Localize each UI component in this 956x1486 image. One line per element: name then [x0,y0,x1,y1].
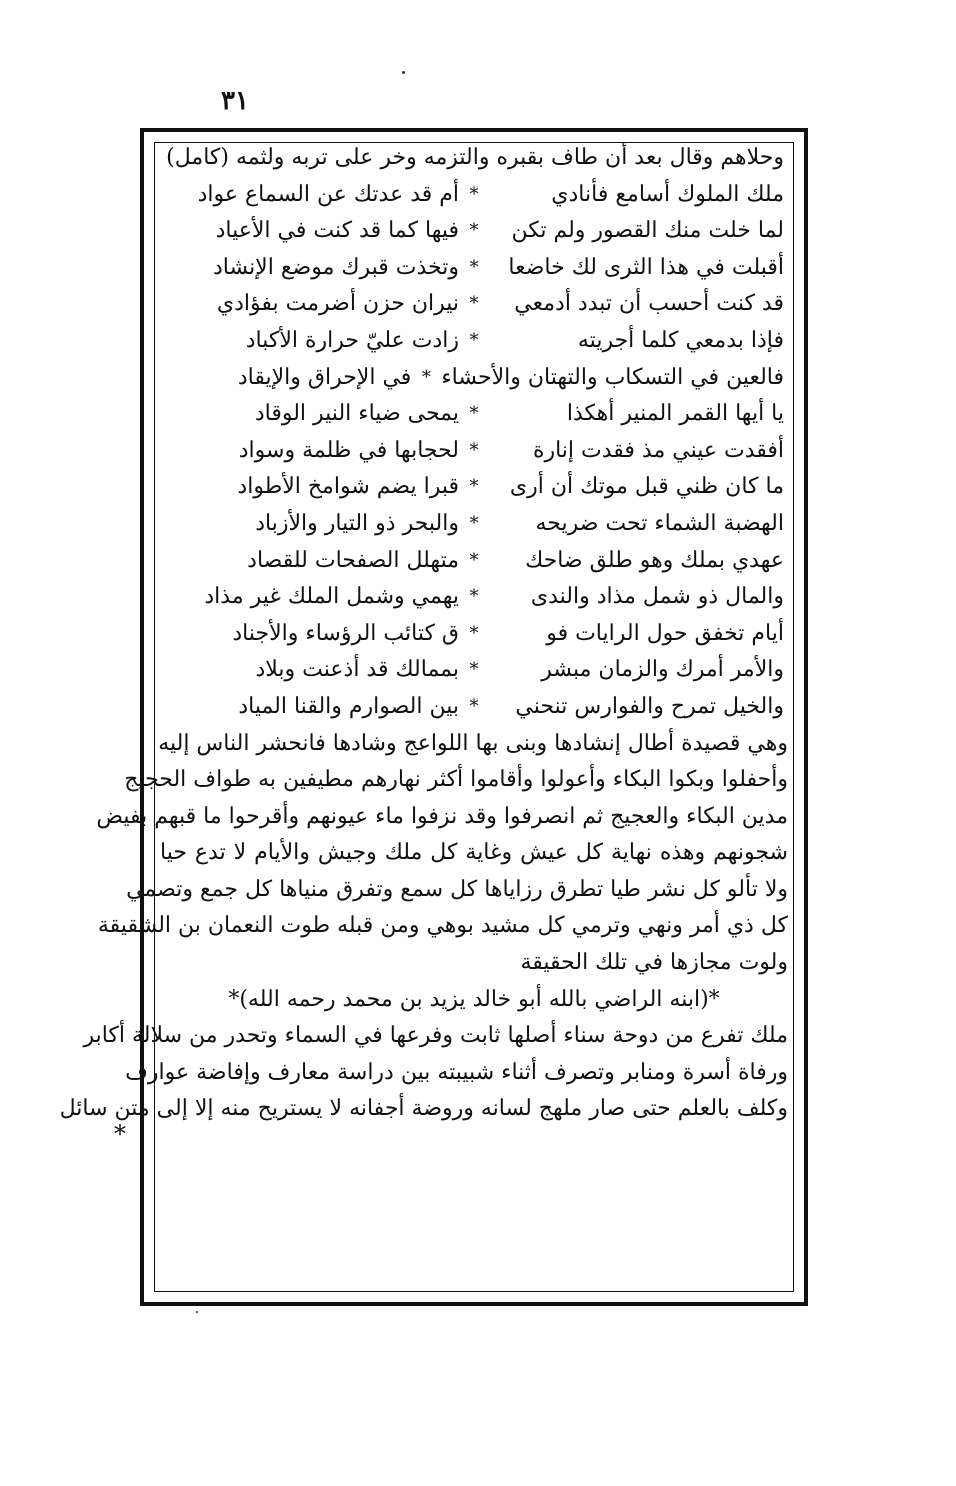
verse-separator-star: * [469,220,479,242]
verse-separator-star: * [469,293,479,315]
verse-line [158,433,790,470]
verse-second-hemistich: يهمي وشمل الملك غير مذاد [204,584,459,610]
verse-first-hemistich: يا أيها القمر المنير أهكذا [566,401,784,427]
verse-first-hemistich: لما خلت منك القصور ولم تكن [511,218,784,244]
verse-first-hemistich: والمال ذو شمل مذاد والندى [530,584,784,610]
verse-separator-star: * [469,695,479,717]
verse-separator-star: * [469,512,479,534]
verse-second-hemistich: لحجابها في ظلمة وسواد [238,437,459,463]
verse-second-hemistich: بين الصوارم والقنا المياد [238,693,459,719]
verse-line [158,286,790,323]
text-block [59,140,790,1296]
prose-line: وأحفلوا وبكوا البكاء وأعولوا وأقاموا أكثر نهارهم مطيفين به طواف الحجيج [124,767,788,793]
verse-separator-star: * [469,549,479,571]
verse-second-hemistich: ق كتائب الرؤساء والأجناد [232,620,459,646]
verse-first-hemistich: أيام تخفق حول الرايات فو [546,620,784,646]
verse-second-hemistich: زادت عليّ حرارة الأكباد [245,327,459,353]
prose-line: وكلف بالعلم حتى صار ملهج لسانه وروضة أجفانه لا يستريح منه إلا إلى متن سائل [59,1096,788,1122]
verse-separator-star: * [469,659,479,681]
verse-separator-star: * [469,329,479,351]
verse-separator-star: * [469,622,479,644]
prose-line: كل ذي أمر ونهي وترمي كل مشيد بوهي ومن قبله طوت النعمان بن الشقيقة [97,913,788,939]
verse-first-hemistich: فالعين في التسكاب والتهتان والأحشاء [441,364,784,390]
verse-first-hemistich: ملك الملوك أسامع فأنادي [551,181,784,207]
verse-first-hemistich: أقبلت في هذا الثرى لك خاضعا [508,254,784,280]
verse-separator-star: * [469,183,479,205]
verse-line [158,652,790,689]
verse-second-hemistich: نيران حزن أضرمت بفؤادي [216,291,459,317]
section-subtitle: *(ابنه الراضي بالله أبو خالد يزيد بن محمد رحمه الله)* [228,986,720,1012]
verse-line [158,213,790,250]
verse-first-hemistich: فإذا بدمعي كلما أجريته [577,327,784,353]
verse-line [158,579,790,616]
verse-line [158,360,790,397]
verse-second-hemistich: في الإحراق والإيقاد [237,364,412,390]
print-speck [402,71,405,74]
prose-line: ورفاة أسرة ومنابر وتصرف أثناء شبيبته بين دراسة معارف وإفاضة عوارف [125,1059,788,1085]
verse-first-hemistich: عهدي بملك وهو طلق ضاحك [525,547,784,573]
verse-second-hemistich: والبحر ذو التيار والأزباد [255,510,459,536]
prose-line: مدين البكاء والعجيج ثم انصرفوا وقد نزفوا ماء عيونهم وأقرحوا ما قبهم بفيض [96,803,788,829]
verse-second-hemistich: متهلل الصفحات للقصاد [247,547,459,573]
page-number: ٣١ [221,86,249,116]
verse-first-hemistich: والأمر أمرك والزمان مبشر [541,657,784,683]
verse-second-hemistich: قبرا يضم شوامخ الأطواد [237,474,459,500]
verse-first-hemistich: الهضبة الشماء تحت ضريحه [535,510,784,536]
verse-separator-star: * [469,403,479,425]
verse-separator-star: * [469,439,479,461]
prose-line: ولوت مجازها في تلك الحقيقة [520,950,788,976]
verse-line [158,323,790,360]
verse-line [158,469,790,506]
verse-separator-star: * [469,476,479,498]
verse-line [158,396,790,433]
verse-line [158,250,790,287]
verse-second-hemistich: وتخذت قبرك موضع الإنشاد [212,254,459,280]
intro-line: وحلاهم وقال بعد أن طاف بقبره والتزمه وخر على تربه ولثمه (كامل) [166,145,784,170]
verse-separator-star: * [469,586,479,608]
verse-line [158,177,790,214]
verse-line [158,689,790,726]
verse-line [158,506,790,543]
verse-first-hemistich: والخيل تمرح والفوارس تنحني [515,693,784,719]
prose-line: ولا تألو كل نشر طيا تطرق رزاياها كل سمع وتفرق منياها كل جمع وتصمي [126,876,788,902]
print-speck [196,1311,198,1313]
verse-second-hemistich: يمحى ضياء النير الوقاد [254,401,459,427]
verse-first-hemistich: قد كنت أحسب أن تبدد أدمعي [514,291,784,317]
verse-line [158,616,790,653]
page-frame-outer [59,128,808,1306]
verse-second-hemistich: بممالك قد أذعنت وبلاد [255,657,459,683]
prose-line: ملك تفرع من دوحة سناء أصلها ثابت وفرعها في السماء وتحدر من سلالة أكابر [83,1023,788,1049]
prose-line: شجونهم وهذه نهاية كل عيش وغاية كل ملك وجيش والأيام لا تدع حيا [160,840,788,866]
verse-line [158,543,790,580]
verse-separator-star: * [469,256,479,278]
verse-separator-star: * [421,366,431,388]
prose-line: وهي قصيدة أطال إنشادها وبنى بها اللواعج وشادها فانحشر الناس إليه [158,730,788,756]
verse-first-hemistich: أفقدت عيني مذ فقدت إنارة [532,437,784,463]
verse-first-hemistich: ما كان ظني قبل موتك أن أرى [509,474,784,500]
verse-second-hemistich: أم قد عدتك عن السماع عواد [197,181,459,207]
margin-asterisk: * [114,1120,126,1148]
verse-second-hemistich: فيها كما قد كنت في الأعياد [215,218,459,244]
